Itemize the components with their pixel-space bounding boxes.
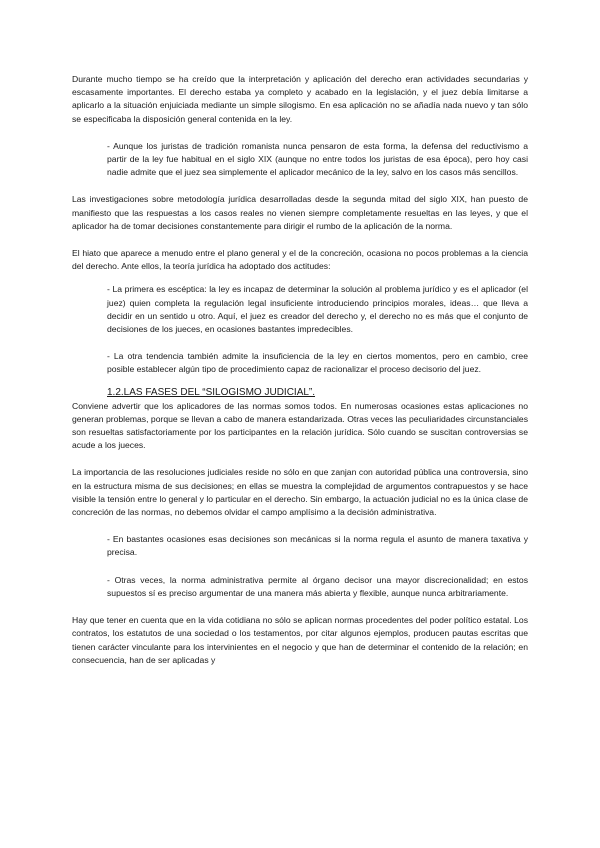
bullet-esceptica: - La primera es escéptica: la ley es incapaz de determinar la solución al problema jurídico y es el aplicador (el juez) quien completa la regulación legal insuficiente introduciendo principios morales, ideas… que lleva a decidir en un sentido u otro. Aquí, el juez es creador del derecho y, el derecho no es más que el conjunto de decisiones de los jueces, en ocasiones bastantes impredecibles. <box>107 284 528 335</box>
bullet-mecanicas: - En bastantes ocasiones esas decisiones son mecánicas si la norma regula el asunto de manera taxativa y precisa. <box>107 534 528 558</box>
paragraph-hiato: El hiato que aparece a menudo entre el plano general y el de la concreción, ocasiona no pocos problemas a la ciencia del derecho. Ante ellos, la teoría jurídica ha adoptado dos actitudes: <box>72 248 528 272</box>
paragraph-intro: Durante mucho tiempo se ha creído que la interpretación y aplicación del derecho eran actividades secundarias y escasamente importantes. El derecho estaba ya completo y acabado en la legislación, y el juez debía limitarse a aplicarlo a la situación enjuiciada mediante un simple silogismo. En esa aplicación no se añadía nada nuevo y tan sólo se especificaba la disposición general contenida en la ley. <box>72 74 528 124</box>
paragraph-investigaciones: Las investigaciones sobre metodología jurídica desarrolladas desde la segunda mitad del siglo XIX, han puesto de manifiesto que las respuestas a los casos reales no vienen siempre completamente resueltas en las leyes, y que el aplicador ha de tomar decisiones constantemente para dirigir el rumbo de la aplicación de la norma. <box>72 194 528 231</box>
bullet-reductivismo: - Aunque los juristas de tradición romanista nunca pensaron de esta forma, la defensa del reductivismo a partir de la ley fue habitual en el siglo XIX (aunque no entre todos los juristas de esa época), pero hoy casi nadie admite que el juez sea simplemente el aplicador mecánico de la ley, salvo en los casos más sencillos. <box>107 140 528 178</box>
paragraph-aplicadores: Conviene advertir que los aplicadores de las normas somos todos. En numerosas ocasiones estas aplicaciones no generan problemas, porque se llevan a cabo de manera estandarizada. Otras veces las peculiaridades circunstanciales son resueltas satisfactoriamente por los participantes en la relación jurídica. Sólo cuando se suscitan controversias se acude a los jueces. <box>72 400 528 451</box>
bullet-otra-tendencia: - La otra tendencia también admite la insuficiencia de la ley en ciertos momentos, pero en cambio, cree posible establecer algún tipo de procedimiento capaz de racionalizar el proceso decisorio del juez. <box>107 351 528 375</box>
paragraph-vida-cotidiana: Hay que tener en cuenta que en la vida cotidiana no sólo se aplican normas procedentes del poder político estatal. Los contratos, los estatutos de una sociedad o los testamentos, por citar algunos ejemplos, producen pautas escritas que tienen carácter vinculante para los intervinientes en el negocio y que han de determinar el contenido de la relación; en consecuencia, han de ser aplicadas y <box>72 615 528 665</box>
bullet-discrecionalidad: - Otras veces, la norma administrativa permite al órgano decisor una mayor discrecionalidad; en estos supuestos sí es preciso argumentar de una manera más abierta y flexible, aunque nunca arbitrariamente. <box>107 574 528 598</box>
section-heading: 1.2.LAS FASES DEL “SILOGISMO JUDICIAL”. <box>107 386 316 398</box>
paragraph-importancia: La importancia de las resoluciones judiciales reside no sólo en que zanjan con autoridad pública una controversia, sino en la estructura misma de sus decisiones; en ellas se muestra la complejidad de argumentos contrapuestos y se hace visible la tensión entre lo general y lo particular en el derecho. Sin embargo, la actuación judicial no es la única clase de concreción de las normas, no debemos olvidar el campo amplísimo a la decisión administrativa. <box>72 467 528 518</box>
